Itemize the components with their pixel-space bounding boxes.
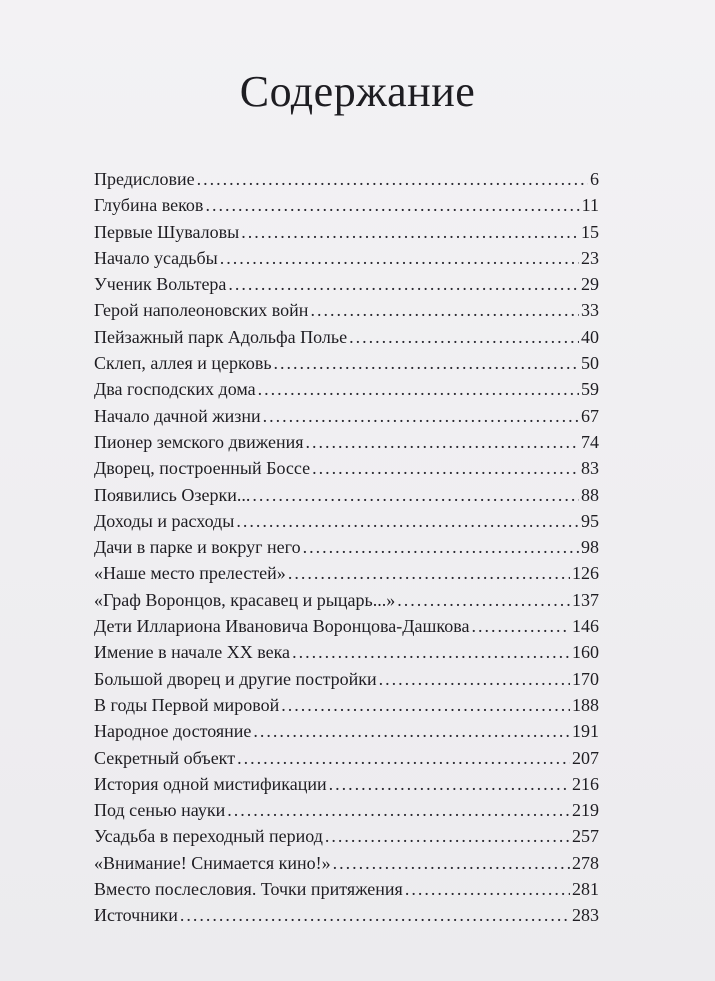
toc-entry bbox=[94, 455, 599, 481]
toc-leader-dots bbox=[333, 850, 570, 876]
toc-leader-dots bbox=[306, 429, 579, 455]
toc-leader-dots bbox=[303, 534, 579, 560]
toc-leader-dots bbox=[471, 613, 570, 639]
toc-entry-title: Два господских дома bbox=[94, 379, 256, 400]
toc-leader-dots bbox=[405, 876, 570, 902]
toc-leader-dots bbox=[205, 192, 579, 218]
toc-entry bbox=[94, 534, 599, 560]
toc-entry bbox=[94, 429, 599, 455]
toc-entry-page: 15 bbox=[581, 221, 599, 242]
toc-entry-page: 137 bbox=[572, 589, 599, 610]
toc-entry-page: 40 bbox=[581, 326, 599, 347]
toc-entry bbox=[94, 771, 599, 797]
toc-entry-page: 33 bbox=[581, 300, 599, 321]
toc-entry bbox=[94, 692, 599, 718]
toc-entry-page: 283 bbox=[572, 905, 599, 926]
toc-entry-page: 188 bbox=[572, 694, 599, 715]
toc-entry-page: 126 bbox=[572, 563, 599, 584]
toc-leader-dots bbox=[236, 508, 579, 534]
toc-leader-dots bbox=[329, 771, 570, 797]
toc-entry-title: Усадьба в переходный период bbox=[94, 826, 323, 847]
toc-entry-title: Пейзажный парк Адольфа Полье bbox=[94, 326, 348, 347]
toc-entry-page: 29 bbox=[581, 274, 599, 295]
toc-entry-title: Склеп, аллея и церковь bbox=[94, 353, 272, 374]
toc-entry bbox=[94, 876, 599, 902]
toc-entry-title: В годы Первой мировой bbox=[94, 694, 280, 715]
toc-entry-page: 257 bbox=[572, 826, 599, 847]
toc-entry-page: 98 bbox=[581, 537, 599, 558]
toc-entry bbox=[94, 482, 599, 508]
toc-leader-dots bbox=[237, 745, 570, 771]
toc-entry bbox=[94, 666, 599, 692]
toc-entry-page: 216 bbox=[572, 773, 599, 794]
toc-entry-title: Дачи в парке и вокруг него bbox=[94, 537, 301, 558]
toc-entry bbox=[94, 324, 599, 350]
toc-entry bbox=[94, 350, 599, 376]
toc-entry bbox=[94, 823, 599, 849]
toc-entry bbox=[94, 745, 599, 771]
toc-entry-title: «Внимание! Снимается кино!» bbox=[94, 852, 331, 873]
toc-entry bbox=[94, 508, 599, 534]
toc-entry-page: 207 bbox=[572, 747, 599, 768]
toc-entry-title: Вместо послесловия. Точки притяжения bbox=[94, 879, 403, 900]
toc-leader-dots bbox=[349, 324, 579, 350]
toc-entry bbox=[94, 613, 599, 639]
toc-entry-page: 160 bbox=[572, 642, 599, 663]
toc-entry-title: Народное достояние bbox=[94, 721, 252, 742]
toc-entry bbox=[94, 166, 599, 192]
toc-entry bbox=[94, 850, 599, 876]
toc-leader-dots bbox=[397, 587, 570, 613]
toc-entry-title: «Граф Воронцов, красавец и рыцарь...» bbox=[94, 589, 396, 610]
toc-entry-page: 278 bbox=[572, 852, 599, 873]
toc-entry-page: 23 bbox=[581, 247, 599, 268]
toc-entry-page: 170 bbox=[572, 668, 599, 689]
toc-leader-dots bbox=[312, 455, 579, 481]
toc-leader-dots bbox=[197, 166, 588, 192]
toc-leader-dots bbox=[220, 245, 579, 271]
toc-entry bbox=[94, 902, 599, 928]
toc-entry-page: 191 bbox=[572, 721, 599, 742]
toc-entry-title: История одной мистификации bbox=[94, 773, 327, 794]
toc-entry-page: 6 bbox=[590, 169, 599, 189]
toc-entry-page: 50 bbox=[581, 353, 599, 374]
toc-entry bbox=[94, 245, 599, 271]
toc-entry-page: 281 bbox=[572, 879, 599, 900]
toc-entry-title: Начало дачной жизни bbox=[94, 405, 261, 426]
toc-entry-page: 219 bbox=[572, 800, 599, 821]
toc-entry bbox=[94, 376, 599, 402]
toc-entry-title: Герой наполеоновских войн bbox=[94, 300, 309, 321]
toc-entry-title: Глубина веков bbox=[94, 195, 204, 216]
toc-leader-dots bbox=[325, 823, 570, 849]
toc-entry-title: Под сенью науки bbox=[94, 800, 226, 821]
toc-entry-page: 67 bbox=[581, 405, 599, 426]
toc-leader-dots bbox=[281, 692, 570, 718]
toc-entry-page: 59 bbox=[581, 379, 599, 400]
toc-entry-title: Предисловие bbox=[94, 169, 195, 189]
toc-entry bbox=[94, 718, 599, 744]
toc-entry bbox=[94, 587, 599, 613]
toc-entry-page: 88 bbox=[581, 484, 599, 505]
toc-leader-dots bbox=[228, 271, 579, 297]
toc-entry-title: Имение в начале XX века bbox=[94, 642, 291, 663]
toc-entry-page: 74 bbox=[581, 431, 599, 452]
toc-entry-title: Появились Озерки... bbox=[94, 484, 251, 505]
page-title: Содержание bbox=[239, 67, 476, 116]
toc-entry-title: Первые Шуваловы bbox=[94, 221, 240, 242]
toc-entry bbox=[94, 297, 599, 323]
toc-entry bbox=[94, 271, 599, 297]
toc-leader-dots bbox=[180, 902, 570, 928]
toc-entry bbox=[94, 797, 599, 823]
table-of-contents bbox=[94, 166, 599, 929]
toc-entry-title: «Наше место прелестей» bbox=[94, 563, 286, 584]
toc-leader-dots bbox=[292, 639, 570, 665]
toc-entry-page: 83 bbox=[581, 458, 599, 479]
toc-entry-page: 11 bbox=[581, 195, 599, 216]
toc-entry-title: Ученик Вольтера bbox=[94, 274, 227, 295]
toc-entry bbox=[94, 192, 599, 218]
toc-entry-title: Источники bbox=[94, 905, 178, 926]
toc-entry bbox=[94, 219, 599, 245]
toc-entry-title: Пионер земского движения bbox=[94, 431, 304, 452]
toc-entry-title: Начало усадьбы bbox=[94, 247, 218, 268]
toc-leader-dots bbox=[263, 403, 579, 429]
toc-leader-dots bbox=[253, 718, 570, 744]
toc-entry-title: Доходы и расходы bbox=[94, 510, 235, 531]
toc-leader-dots bbox=[258, 376, 579, 402]
toc-leader-dots bbox=[274, 350, 579, 376]
toc-leader-dots bbox=[379, 666, 570, 692]
toc-entry-page: 146 bbox=[572, 616, 599, 637]
toc-entry-title: Дети Иллариона Ивановича Воронцова-Дашкова bbox=[94, 616, 470, 637]
toc-entry-title: Дворец, построенный Боссе bbox=[94, 458, 311, 479]
toc-leader-dots bbox=[227, 797, 570, 823]
toc-entry bbox=[94, 403, 599, 429]
toc-leader-dots bbox=[241, 219, 579, 245]
toc-leader-dots bbox=[310, 297, 579, 323]
toc-entry bbox=[94, 639, 599, 665]
toc-entry-title: Секретный объект bbox=[94, 747, 236, 768]
toc-leader-dots bbox=[252, 482, 579, 508]
toc-entry-page: 95 bbox=[581, 510, 599, 531]
toc-entry-title: Большой дворец и другие постройки bbox=[94, 668, 377, 689]
toc-entry bbox=[94, 560, 599, 586]
toc-leader-dots bbox=[288, 560, 570, 586]
